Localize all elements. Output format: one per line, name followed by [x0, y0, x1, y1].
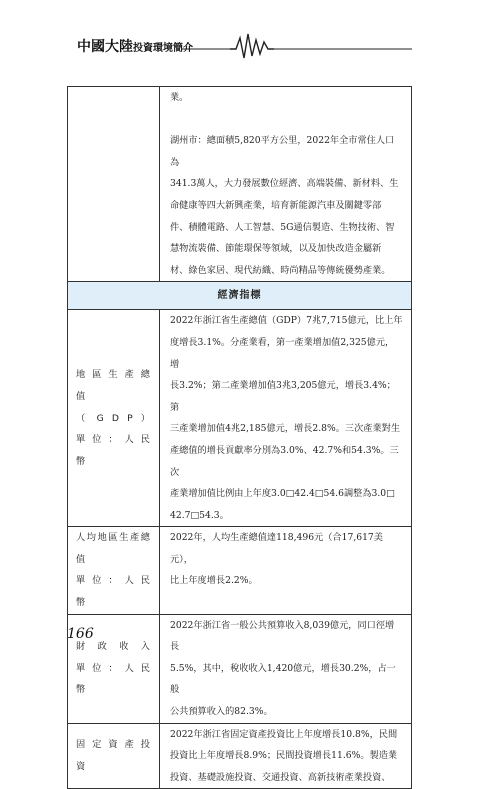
gdp-line: 長3.2%；第二產業增加值3兆3,205億元，增長3.4%；第 — [170, 380, 396, 413]
gdp-line: 度增長3.1%。分產業看，第一產業增加值2,325億元，增 — [170, 336, 395, 370]
fixed-assets-line: 投資、基礎設施投資、交通投資、高新技術產業投資、 — [170, 771, 391, 783]
huzhou-line: 慧物流裝備、節能環保等領域，以及加快改造金屬新 — [170, 243, 382, 255]
huzhou-line: 湖州市：總面積5,820平方公里，2022年全市常住人口為 — [170, 135, 395, 168]
gdp-label: 地 區 生 產 總 值 — [76, 369, 151, 402]
economic-indicators-table — [67, 86, 412, 789]
per-capita-line: 比上年度增長2.2%。 — [170, 575, 258, 587]
gdp-value-cell — [160, 310, 412, 527]
per-capita-label-cell — [68, 527, 160, 614]
fiscal-label: 財 政 收 入 — [76, 641, 151, 653]
fixed-assets-value-cell — [160, 723, 412, 789]
per-capita-label: 人均地區生產總值 — [76, 532, 151, 565]
fixed-assets-line: 2022年浙江省固定資產投資比上年度增長10.8%，民間 — [170, 728, 398, 740]
huzhou-line: 件、積體電路、人工智慧、5G通信製造、生物技術、智 — [170, 221, 395, 233]
fiscal-value-cell — [160, 614, 412, 723]
table-row-fixed-assets — [68, 723, 412, 789]
table-row — [68, 87, 412, 282]
fixed-assets-line: 投資比上年度增長8.9%；民間投資增長11.6%。製造業 — [170, 750, 398, 762]
section-header: 經濟指標 — [68, 282, 412, 310]
header-title-sub: 投資環境簡介 — [133, 43, 193, 54]
table-row-gdp — [68, 310, 412, 527]
header-wave-decoration — [0, 30, 480, 60]
gdp-line: 產業增加值比例由上年度3.0□42.4□54.6調整為3.0□ — [170, 488, 395, 500]
fiscal-label-unit: 單 位 ： 人 民 幣 — [76, 662, 151, 696]
empty-label-cell — [68, 87, 160, 282]
per-capita-value-cell — [160, 527, 412, 614]
gdp-line: 三產業增加值4兆2,185億元，增長2.8%。三次產業對生 — [170, 423, 401, 435]
continuation-text: 業。 — [170, 92, 189, 103]
gdp-line: 2022年浙江省生產總值（GDP）7兆7,715億元，比上年 — [170, 315, 403, 327]
gdp-label-unit: 單 位 ： 人 民 幣 — [76, 434, 151, 467]
region-description-cell — [160, 87, 412, 282]
per-capita-line: 2022年，人均生產總值達118,496元（合17,617美元）， — [170, 532, 383, 565]
table-row-fiscal — [68, 614, 412, 723]
fiscal-line: 公共預算收入的82.3%。 — [170, 706, 273, 718]
gdp-label-cell — [68, 310, 160, 527]
gdp-line: 產總值的增長貢獻率分別為3.0%、42.7%和54.3%。三次 — [170, 444, 399, 478]
huzhou-line: 341.3萬人，大力發展數位經濟、高端裝備、新材料、生 — [170, 178, 399, 190]
running-header-title — [77, 36, 193, 56]
fixed-assets-label: 固 定 資 產 投 資 — [76, 739, 151, 773]
fiscal-line: 5.5%，其中，稅收收入1,420億元，增長30.2%，占一般 — [170, 662, 396, 696]
section-header-row — [68, 282, 412, 310]
page-number: 166 — [67, 626, 94, 642]
huzhou-line: 材、綠色家居、現代紡織、時尚精品等傳統優勢產業。 — [170, 264, 391, 276]
header-title-main: 中國大陸 — [77, 39, 133, 55]
huzhou-line: 命健康等四大新興產業，培育新能源汽車及關鍵零部 — [170, 199, 382, 211]
fiscal-line: 2022年浙江省一般公共預算收入8,039億元，同口徑增長 — [170, 619, 395, 653]
fixed-assets-label-cell — [68, 723, 160, 789]
table-row-per-capita — [68, 527, 412, 614]
gdp-line: 42.7□54.3。 — [170, 509, 229, 521]
per-capita-label-unit: 單 位 ： 人 民 幣 — [76, 575, 151, 609]
gdp-label-abbr: （ G D P ） — [76, 412, 151, 424]
